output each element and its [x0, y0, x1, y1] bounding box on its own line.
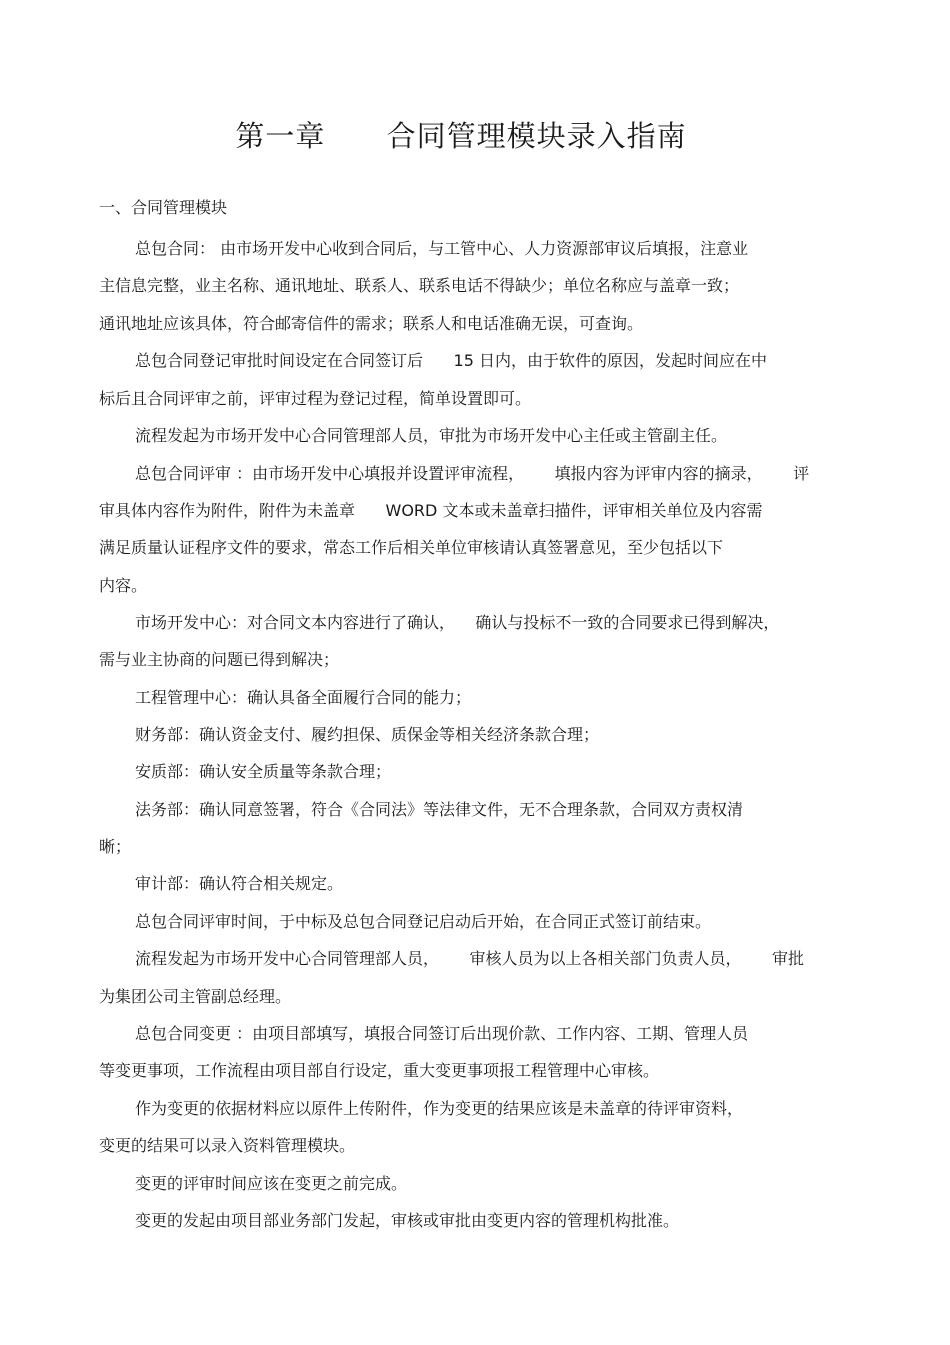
- paragraph-line: 变更的发起由项目部业务部门发起，审核或审批由变更内容的管理机构批准。: [135, 1211, 680, 1230]
- paragraph-line: 法务部：确认同意签署，符合《合同法》等法律文件，无不合理条款，合同双方责权清: [135, 800, 744, 819]
- paragraph-line: 市场开发中心：对合同文本内容进行了确认， 确认与投标不一致的合同要求已得到解决，: [135, 613, 780, 632]
- paragraph-line: 满足质量认证程序文件的要求，常态工作后相关单位审核请认真签署意见，至少包括以下: [99, 538, 724, 557]
- paragraph-line: 通讯地址应该具体，符合邮寄信件的需求；联系人和电话准确无误，可查询。: [99, 314, 644, 333]
- paragraph-line: 财务部：确认资金支付、履约担保、质保金等相关经济条款合理；: [135, 725, 600, 744]
- paragraph-line: 为集团公司主管副总经理。: [99, 987, 292, 1006]
- paragraph-line: 总包合同评审 ：由市场开发中心填报并设置评审流程， 填报内容为评审内容的摘录， 评: [135, 464, 810, 483]
- chapter-title: 第一章 合同管理模块录入指南: [235, 119, 687, 153]
- paragraph-line: 审计部：确认符合相关规定。: [135, 874, 344, 893]
- paragraph-line: 变更的评审时间应该在变更之前完成。: [135, 1174, 408, 1193]
- paragraph-line: 等变更事项，工作流程由项目部自行设定，重大变更事项报工程管理中心审核。: [99, 1061, 660, 1080]
- section-heading: 一、合同管理模块: [99, 198, 228, 217]
- paragraph-line: 变更的结果可以录入资料管理模块。: [99, 1136, 356, 1155]
- paragraph-line: 晰；: [99, 837, 132, 856]
- paragraph-line: 总包合同变更 ：由项目部填写，填报合同签订后出现价款、工作内容、工期、管理人员: [135, 1024, 749, 1043]
- paragraph-line: 总包合同： 由市场开发中心收到合同后，与工管中心、人力资源部审议后填报，注意业: [135, 239, 749, 258]
- paragraph-line: 流程发起为市场开发中心合同管理部人员， 审核人员为以上各相关部门负责人员， 审批: [135, 949, 805, 968]
- paragraph-line: 总包合同登记审批时间设定在合同签订后 15 日内，由于软件的原因，发起时间应在中: [135, 351, 767, 370]
- paragraph-line: 作为变更的依据材料应以原件上传附件，作为变更的结果应该是未盖章的待评审资料，: [135, 1099, 744, 1118]
- paragraph-line: 工程管理中心：确认具备全面履行合同的能力；: [135, 688, 472, 707]
- paragraph-line: 流程发起为市场开发中心合同管理部人员，审批为市场开发中心主任或主管副主任。: [135, 426, 728, 445]
- paragraph-line: 需与业主协商的问题已得到解决；: [99, 650, 340, 669]
- paragraph-line: 审具体内容作为附件，附件为未盖章 WORD 文本或未盖章扫描件，评审相关单位及内容需: [99, 501, 763, 520]
- paragraph-line: 主信息完整，业主名称、通讯地址、联系人、联系电话不得缺少；单位名称应与盖章一致；: [99, 276, 740, 295]
- paragraph-line: 总包合同评审时间，于中标及总包合同登记启动后开始，在合同正式签订前结束。: [135, 912, 712, 931]
- paragraph-line: 安质部：确认安全质量等条款合理；: [135, 762, 392, 781]
- paragraph-line: 内容。: [99, 576, 148, 595]
- paragraph-line: 标后且合同评审之前，评审过程为登记过程，简单设置即可。: [99, 389, 532, 408]
